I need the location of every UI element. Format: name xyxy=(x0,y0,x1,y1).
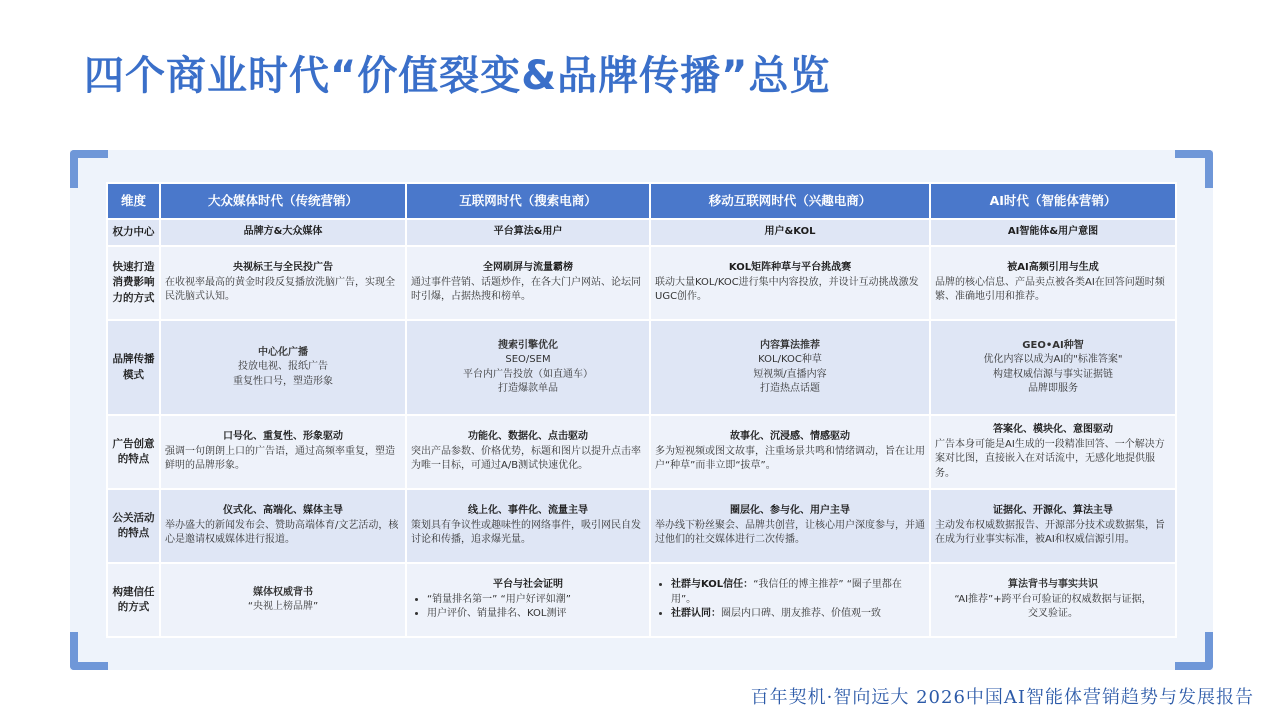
cell-description: 联动大量KOL/KOC进行集中内容投放，并设计互动挑战激发UGC创作。 xyxy=(655,276,919,303)
cell-line: SEO/SEM xyxy=(505,354,551,365)
cell-description: 主动发布权威数据报告、开源部分技术或数据集，旨在成为行业事实标准，被AI和权威信源引用。 xyxy=(935,519,1165,546)
row-label-power-center: 权力中心 xyxy=(107,219,160,246)
header-mass-media-era: 大众媒体时代（传统营销） xyxy=(160,183,406,219)
cell-title: 搜索引擎优化 xyxy=(498,339,558,351)
cell-line: 投放电视、报纸广告 xyxy=(238,361,328,373)
row-label-fast-influence: 快速打造消费影响力的方式 xyxy=(107,246,160,320)
cell-description: 在收视率最高的黄金时段反复播放洗脑广告，实现全民洗脑式认知。 xyxy=(165,276,395,303)
row-label-ad-creative: 广告创意的特点 xyxy=(107,415,160,489)
cell-title: 算法背书与事实共识 xyxy=(1008,579,1098,591)
cell-title: 全网刷屏与流量霸榜 xyxy=(483,262,573,274)
table-row xyxy=(107,246,1176,320)
cell-line: 品牌即服务 xyxy=(1028,383,1078,394)
bullet-text: 圈层内口碑、朋友推荐、价值观一致 xyxy=(721,608,881,620)
cell-title: 答案化、模块化、意图驱动 xyxy=(993,424,1113,435)
bullet-list xyxy=(411,593,645,622)
bullet-item: • “销量排名第一” “用户好评如潮” xyxy=(427,593,645,608)
bullet-item xyxy=(671,607,925,622)
cell-line: 构建权威信源与事实证据链 xyxy=(993,368,1113,380)
cell-description: 多为短视频或图文故事，注重场景共鸣和情绪调动，旨在让用户“种草”而非立即“拔草”。 xyxy=(655,445,925,472)
cell-fast-internet xyxy=(406,246,650,320)
cell-title: 功能化、数据化、点击驱动 xyxy=(468,431,588,443)
footer-report-name: 百年契机·智向远大 2026中国AI智能体营销趋势与发展报告 xyxy=(750,687,1254,708)
bullet-text: “我信任的博主推荐” “圈子里都在用”。 xyxy=(671,579,902,605)
cell-title: 故事化、沉浸感、情感驱动 xyxy=(730,431,850,443)
cell-fast-ai xyxy=(930,246,1176,320)
frame-corner-top-left xyxy=(70,150,108,188)
cell-creative-mobile xyxy=(650,415,930,489)
cell-line: KOL/KOC种草 xyxy=(758,354,822,365)
cell-title: KOL矩阵种草与平台挑战赛 xyxy=(728,262,852,274)
comparison-table xyxy=(106,182,1177,638)
cell-line: “AI推荐”+跨平台可验证的权威数据与证据， xyxy=(954,593,1152,605)
bullet-bold: 社群认同： xyxy=(671,608,721,620)
cell-brand-mobile xyxy=(650,320,930,415)
cell-pr-internet xyxy=(406,489,650,563)
cell-description: 突出产品参数、价格优势，标题和图片以提升点击率为唯一目标，可通过A/B测试快速优化。 xyxy=(411,445,641,472)
cell-title: 线上化、事件化、流量主导 xyxy=(468,505,588,517)
cell-line: 打造爆款单品 xyxy=(498,383,558,394)
cell-title: 仪式化、高端化、媒体主导 xyxy=(223,505,343,517)
table-row xyxy=(107,489,1176,563)
bullet-item xyxy=(671,578,925,607)
cell-title: 证据化、开源化、算法主导 xyxy=(993,505,1113,517)
cell-trust-ai xyxy=(930,563,1176,637)
frame-corner-top-right xyxy=(1175,150,1213,188)
cell-pr-mobile xyxy=(650,489,930,563)
cell-fast-mass-media xyxy=(160,246,406,320)
cell-fast-mobile xyxy=(650,246,930,320)
cell-description: 举办线下粉丝聚会、品牌共创营，让核心用户深度参与，并通过他们的社交媒体进行二次传播。 xyxy=(655,519,925,546)
cell-title: 被AI高频引用与生成 xyxy=(1007,262,1099,274)
bullet-item: • 用户评价、销量排名、KOL测评 xyxy=(427,607,645,622)
cell-power-mobile: 用户&KOL xyxy=(650,219,930,246)
cell-title: GEO•AI种智 xyxy=(1022,339,1084,351)
frame-corner-bottom-left xyxy=(70,632,108,670)
table-row xyxy=(107,415,1176,489)
cell-title: 媒体权威背书 xyxy=(253,586,313,598)
cell-trust-internet xyxy=(406,563,650,637)
cell-line: 短视频/直播内容 xyxy=(753,368,827,380)
table-row xyxy=(107,563,1176,637)
cell-brand-internet xyxy=(406,320,650,415)
header-ai-era: AI时代（智能体营销） xyxy=(930,183,1176,219)
cell-creative-internet xyxy=(406,415,650,489)
cell-title: 中心化广播 xyxy=(258,346,308,358)
cell-line: 平台内广告投放（如直通车） xyxy=(463,368,593,380)
cell-title: 口号化、重复性、形象驱动 xyxy=(223,431,343,443)
cell-description: 品牌的核心信息、产品卖点被各类AI在回答问题时频繁、准确地引用和推荐。 xyxy=(935,276,1165,303)
cell-pr-mass-media xyxy=(160,489,406,563)
header-mobile-internet-era: 移动互联网时代（兴趣电商） xyxy=(650,183,930,219)
table-row xyxy=(107,320,1176,415)
row-label-brand-communication: 品牌传播模式 xyxy=(107,320,160,415)
cell-line: 优化内容以成为AI的"标准答案" xyxy=(983,354,1123,365)
cell-power-ai: AI智能体&用户意图 xyxy=(930,219,1176,246)
cell-line: 重复性口号，塑造形象 xyxy=(233,375,333,387)
page-title: 四个商业时代“价值裂变&品牌传播”总览 xyxy=(84,53,831,99)
cell-description: 通过事件营销、话题炒作，在各大门户网站、论坛同时引爆，占据热搜和榜单。 xyxy=(411,276,641,303)
cell-title: 内容算法推荐 xyxy=(760,339,820,351)
cell-power-internet: 平台算法&用户 xyxy=(406,219,650,246)
cell-pr-ai xyxy=(930,489,1176,563)
cell-description: 策划具有争议性或趣味性的网络事件，吸引网民自发讨论和传播，追求爆光量。 xyxy=(411,519,641,546)
cell-title: 平台与社会证明 xyxy=(493,579,563,591)
cell-description: 强调一句朗朗上口的广告语，通过高频率重复，塑造鲜明的品牌形象。 xyxy=(165,445,395,472)
cell-line: “央视上榜品牌” xyxy=(247,601,319,612)
header-dimension: 维度 xyxy=(107,183,160,219)
cell-title: 央视标王与全民投广告 xyxy=(233,262,333,274)
cell-title: 圈层化、参与化、用户主导 xyxy=(730,505,850,517)
header-internet-era: 互联网时代（搜索电商） xyxy=(406,183,650,219)
cell-description: 广告本身可能是AI生成的一段精准回答、一个解决方案对比图，直接嵌入在对话流中，无感化地提供服务。 xyxy=(935,438,1165,479)
cell-power-mass-media: 品牌方&大众媒体 xyxy=(160,219,406,246)
row-label-trust-building: 构建信任的方式 xyxy=(107,563,160,637)
bullet-list xyxy=(655,578,925,622)
cell-creative-ai xyxy=(930,415,1176,489)
cell-brand-mass-media xyxy=(160,320,406,415)
cell-line: 交叉验证。 xyxy=(1028,608,1078,620)
table-header-row xyxy=(107,183,1176,219)
table-row xyxy=(107,219,1176,246)
cell-trust-mobile xyxy=(650,563,930,637)
row-label-pr-activity: 公关活动的特点 xyxy=(107,489,160,563)
cell-brand-ai xyxy=(930,320,1176,415)
frame-corner-bottom-right xyxy=(1175,632,1213,670)
cell-line: 打造热点话题 xyxy=(760,383,820,394)
cell-creative-mass-media xyxy=(160,415,406,489)
cell-trust-mass-media xyxy=(160,563,406,637)
cell-description: 举办盛大的新闻发布会、赞助高端体育/文艺活动，核心是邀请权威媒体进行报道。 xyxy=(165,519,399,546)
bullet-bold: 社群与KOL信任： xyxy=(671,579,754,591)
